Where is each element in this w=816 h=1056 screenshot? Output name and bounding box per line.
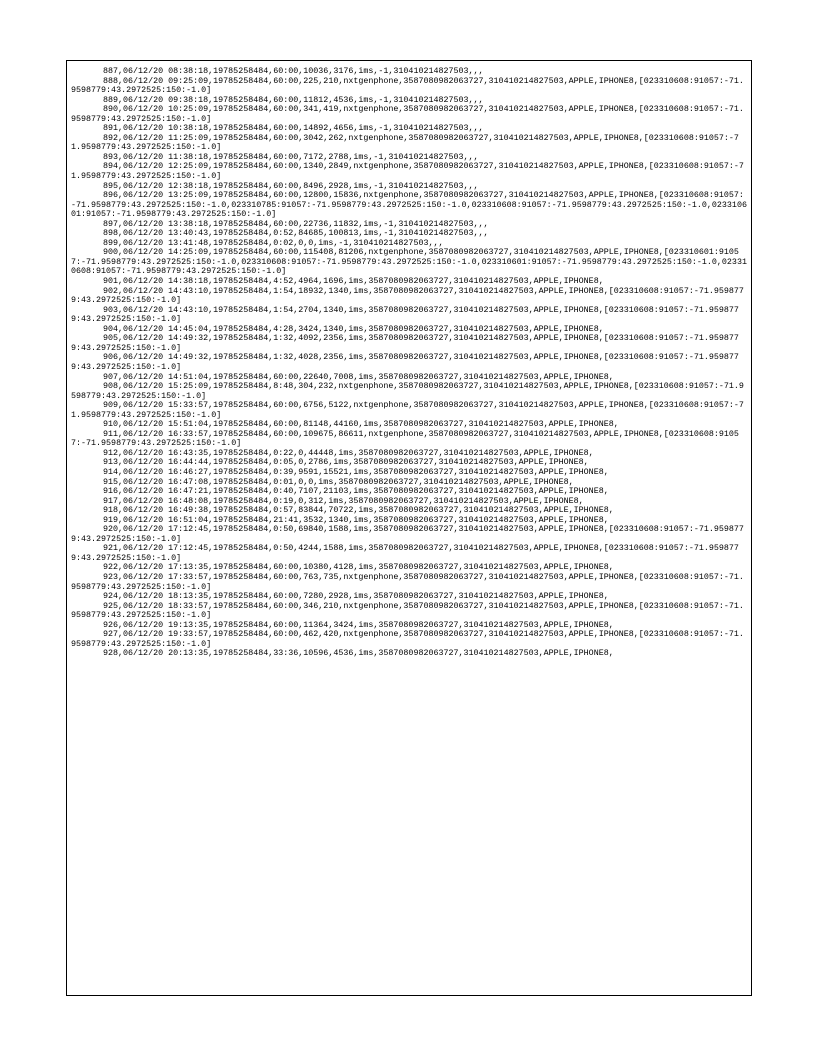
record-line bbox=[71, 306, 747, 325]
record-text: 910,06/12/20 15:51:04,19785258484,60:00,81148,44160,ims,3587080982063727,310410214827503,APPLE,IPHONE8, bbox=[103, 419, 619, 430]
record-line bbox=[71, 353, 747, 372]
record-text: 921,06/12/20 17:12:45,19785258484,0:50,4244,1588,ims,3587080982063727,310410214827503,APPLE,IPHONE8,[023310608:91057:-71.9598779:43.2972525:150:-1.0] bbox=[71, 543, 739, 563]
record-text: 918,06/12/20 16:49:38,19785258484,0:57,83844,70722,ims,3587080982063727,310410214827503,APPLE,IPHONE8, bbox=[103, 505, 614, 516]
record-text: 923,06/12/20 17:33:57,19785258484,60:00,763,735,nxtgenphone,3587080982063727,310410214827503,APPLE,IPHONE8,[023310608:91057:-71.9598779:43.2972525:150:-1.0] bbox=[71, 571, 744, 592]
record-text: 889,06/12/20 09:38:18,19785258484,60:00,11812,4536,ims,-1,310410214827503,,, bbox=[103, 94, 484, 105]
record-line bbox=[71, 630, 747, 649]
record-text: 895,06/12/20 12:38:18,19785258484,60:00,8496,2928,ims,-1,310410214827503,,, bbox=[103, 180, 479, 191]
record-text: 901,06/12/20 14:38:18,19785258484,4:52,4964,1696,ims,3587080982063727,310410214827503,APPLE,IPHONE8, bbox=[103, 276, 604, 287]
record-text: 899,06/12/20 13:41:48,19785258484,0:02,0,0,ims,-1,310410214827503,,, bbox=[103, 237, 444, 248]
record-text: 903,06/12/20 14:43:10,19785258484,1:54,2704,1340,ims,3587080982063727,310410214827503,APPLE,IPHONE8,[023310608:91057:-71.9598779:43.2972525:150:-1.0] bbox=[71, 304, 739, 325]
record-line bbox=[71, 573, 747, 592]
record-text: 920,06/12/20 17:12:45,19785258484,0:50,69840,1588,ims,3587080982063727,310410214827503,APPLE,IPHONE8,[023310608:91057:-71.9598779:43.2972525:150:-1.0] bbox=[71, 524, 744, 544]
record-text: 904,06/12/20 14:45:04,19785258484,4:28,3424,1340,ims,3587080982063727,310410214827503,APPLE,IPHONE8, bbox=[103, 323, 604, 334]
record-text: 900,06/12/20 14:25:09,19785258484,60:00,115408,81206,nxtgenphone,3587080982063727,310410214827503,APPLE,IPHONE8,[023310601:91057:-71.9598779:43.2972525:150:-1.0,023310608:91057:-71.9598779:43.2972525:150:-1.0,023310601:91057:-71.9598779:43.2972525:150:-1.0,023310608:91057:-71.9598779:43.2972525:150:-1.0] bbox=[71, 247, 747, 277]
record-line bbox=[71, 105, 747, 124]
record-text: 906,06/12/20 14:49:32,19785258484,1:32,4028,2356,ims,3587080982063727,310410214827503,APPLE,IPHONE8,[023310608:91057:-71.9598779:43.2972525:150:-1.0] bbox=[71, 352, 739, 372]
record-text: 915,06/12/20 16:47:08,19785258484,0:01,0,0,ims,3587080982063727,310410214827503,APPLE,IPHONE8, bbox=[103, 476, 574, 487]
record-line bbox=[71, 248, 747, 277]
record-text: 896,06/12/20 13:25:09,19785258484,60:00,12800,15836,nxtgenphone,3587080982063727,310410214827503,APPLE,IPHONE8,[023310608:91057:-71.9598779:43.2972525:150:-1.0,023310785:91057:-71.9598779:43.2972525:150:-1.0,023310608:91057:-71.9598779:43.2972525:150:-1.0,023310601:91057:-71.9598779:43.2972525:150:-1.0] bbox=[71, 190, 747, 220]
record-line bbox=[71, 77, 747, 96]
record-text: 911,06/12/20 16:33:57,19785258484,60:00,109675,86611,nxtgenphone,3587080982063727,310410214827503,APPLE,IPHONE8,[023310608:91057:-71.9598779:43.2972525:150:-1.0] bbox=[71, 428, 739, 449]
record-text: 913,06/12/20 16:44:44,19785258484,0:05,0,2786,ims,3587080982063727,310410214827503,APPLE,IPHONE8, bbox=[103, 457, 589, 468]
record-text: 890,06/12/20 10:25:09,19785258484,60:00,341,419,nxtgenphone,3587080982063727,310410214827503,APPLE,IPHONE8,[023310608:91057:-71.9598779:43.2972525:150:-1.0] bbox=[71, 104, 744, 124]
record-line bbox=[71, 334, 747, 353]
record-line bbox=[71, 544, 747, 563]
record-line bbox=[71, 134, 747, 153]
record-log bbox=[71, 67, 747, 659]
record-text: 912,06/12/20 16:43:35,19785258484,0:22,0,44448,ims,3587080982063727,310410214827503,APPLE,IPHONE8, bbox=[103, 447, 594, 458]
record-text: 909,06/12/20 15:33:57,19785258484,60:00,6756,5122,nxtgenphone,3587080982063727,310410214827503,APPLE,IPHONE8,[023310608:91057:-71.9598779:43.2972525:150:-1.0] bbox=[71, 400, 744, 420]
record-text: 914,06/12/20 16:46:27,19785258484,0:39,9591,15521,ims,3587080982063727,310410214827503,APPLE,IPHONE8, bbox=[103, 466, 609, 477]
record-text: 907,06/12/20 14:51:04,19785258484,60:00,22640,7008,ims,3587080982063727,310410214827503,APPLE,IPHONE8, bbox=[103, 371, 614, 382]
record-line bbox=[71, 191, 747, 220]
record-text: 894,06/12/20 12:25:09,19785258484,60:00,1340,2849,nxtgenphone,3587080982063727,310410214827503,APPLE,IPHONE8,[023310608:91057:-71.9598779:43.2972525:150:-1.0] bbox=[71, 161, 744, 182]
record-text: 926,06/12/20 19:13:35,19785258484,60:00,11364,3424,ims,3587080982063727,310410214827503,APPLE,IPHONE8, bbox=[103, 619, 614, 630]
record-text: 927,06/12/20 19:33:57,19785258484,60:00,462,420,nxtgenphone,3587080982063727,310410214827503,APPLE,IPHONE8,[023310608:91057:-71.9598779:43.2972525:150:-1.0] bbox=[71, 629, 744, 649]
record-text: 902,06/12/20 14:43:10,19785258484,1:54,18932,1340,ims,3587080982063727,310410214827503,APPLE,IPHONE8,[023310608:91057:-71.9598779:43.2972525:150:-1.0] bbox=[71, 285, 744, 306]
record-text: 919,06/12/20 16:51:04,19785258484,21:41,3532,1340,ims,3587080982063727,310410214827503,APPLE,IPHONE8, bbox=[103, 514, 609, 525]
record-frame bbox=[66, 60, 752, 996]
record-line bbox=[71, 602, 747, 621]
record-text: 887,06/12/20 08:38:18,19785258484,60:00,10036,3176,ims,-1,310410214827503,,, bbox=[103, 66, 484, 76]
record-text: 905,06/12/20 14:49:32,19785258484,1:32,4092,2356,ims,3587080982063727,310410214827503,APPLE,IPHONE8,[023310608:91057:-71.9598779:43.2972525:150:-1.0] bbox=[71, 333, 739, 353]
record-line bbox=[71, 287, 747, 306]
record-line bbox=[71, 162, 747, 181]
record-line bbox=[71, 430, 747, 449]
record-text: 893,06/12/20 11:38:18,19785258484,60:00,7172,2788,ims,-1,310410214827503,,, bbox=[103, 151, 479, 162]
record-line bbox=[71, 401, 747, 420]
record-text: 908,06/12/20 15:25:09,19785258484,8:48,304,232,nxtgenphone,3587080982063727,310410214827503,APPLE,IPHONE8,[023310608:91057:-71.9598779:43.2972525:150:-1.0] bbox=[71, 381, 744, 401]
record-text: 898,06/12/20 13:40:43,19785258484,0:52,84685,100813,ims,-1,310410214827503,,, bbox=[103, 228, 489, 239]
record-text: 917,06/12/20 16:48:08,19785258484,0:19,0,312,ims,3587080982063727,310410214827503,APPLE,IPHONE8, bbox=[103, 495, 584, 506]
record-line bbox=[71, 525, 747, 544]
record-text: 924,06/12/20 18:13:35,19785258484,60:00,7280,2928,ims,3587080982063727,310410214827503,APPLE,IPHONE8, bbox=[103, 591, 609, 602]
record-text: 925,06/12/20 18:33:57,19785258484,60:00,346,210,nxtgenphone,3587080982063727,310410214827503,APPLE,IPHONE8,[023310608:91057:-71.9598779:43.2972525:150:-1.0] bbox=[71, 600, 744, 621]
record-text: 916,06/12/20 16:47:21,19785258484,0:40,7107,21103,ims,3587080982063727,310410214827503,APPLE,IPHONE8, bbox=[103, 486, 609, 497]
record-text: 892,06/12/20 11:25:09,19785258484,60:00,3042,262,nxtgenphone,3587080982063727,310410214827503,APPLE,IPHONE8,[023310608:91057:-71.9598779:43.2972525:150:-1.0] bbox=[71, 132, 739, 153]
record-text: 897,06/12/20 13:38:18,19785258484,60:00,22736,11832,ims,-1,310410214827503,,, bbox=[103, 218, 489, 229]
record-text: 888,06/12/20 09:25:09,19785258484,60:00,225,210,nxtgenphone,3587080982063727,310410214827503,APPLE,IPHONE8,[023310608:91057:-71.9598779:43.2972525:150:-1.0] bbox=[71, 75, 744, 96]
record-line bbox=[71, 382, 747, 401]
record-text: 928,06/12/20 20:13:35,19785258484,33:36,10596,4536,ims,3587080982063727,310410214827503,APPLE,IPHONE8, bbox=[103, 648, 614, 659]
record-text: 891,06/12/20 10:38:18,19785258484,60:00,14892,4656,ims,-1,310410214827503,,, bbox=[103, 123, 484, 134]
record-line bbox=[71, 649, 747, 659]
record-text: 922,06/12/20 17:13:35,19785258484,60:00,10380,4128,ims,3587080982063727,310410214827503,APPLE,IPHONE8, bbox=[103, 562, 614, 573]
